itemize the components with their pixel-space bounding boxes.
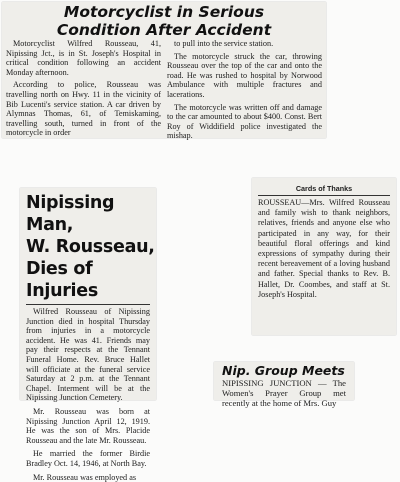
headline-line: Nip. Group Meets (222, 363, 345, 378)
paragraph: The motorcycle struck the car, throwing Rousseau over the top of the car and onto the road. He was rushed to hospital by Norwood Ambulance with multiple fractures and lacerations. (167, 52, 322, 100)
paragraph: Motorcyclist Wilfred Rousseau, 41, Nipissing Jct., is in St. Joseph's Hospital in critical condition following an accident Monday afternoon. (6, 39, 161, 77)
paragraph: Mr. Rousseau was born at Nipissing Junction April 12, 1919. He was the son of Mrs. Placide Rousseau and the late Mr. Rousseau. (20, 407, 156, 445)
cards-of-thanks-notice (252, 178, 396, 335)
section-header: Cards of Thanks (252, 178, 396, 193)
headline-line: Motorcyclist in Serious (64, 3, 264, 21)
headline-line: Dies of Injuries (26, 259, 98, 301)
divider (258, 195, 390, 196)
headline-line: Nipissing Man, (26, 193, 114, 235)
paragraph: ROUSSEAU—Mrs. Wilfred Rousseau and family wish to thank neighbors, relatives, friends and anyone else who participated in any way, for their beautiful floral offerings and kind expressions of sympathy during their recent bereavement of a loving husband and father. Special thanks to Rev. B. Hallet, Dr. Coombes, and staff at St. Joseph's Hospital. (252, 198, 396, 300)
article-obituary-rousseau (20, 188, 156, 400)
paragraph: Mr. Rousseau was employed as (20, 473, 156, 482)
paragraph: NIPISSING JUNCTION — The Women's Prayer Group met recently at the home of Mrs. Guy (214, 378, 354, 408)
paragraph: to pull into the service station. (167, 39, 322, 49)
headline-line: W. Rousseau, (26, 237, 155, 257)
article-column-right (167, 39, 322, 144)
article-column-left (6, 39, 161, 144)
headline (20, 188, 156, 302)
paragraph: The motorcycle was written off and damage to the car amounted to about $400. Const. Bert Roy of Widdifield police investigated the mishap. (167, 103, 322, 141)
paragraph: He married the former Birdie Bradley Oct. 14, 1946, at North Bay. (20, 449, 156, 468)
article-columns (2, 39, 326, 144)
divider (26, 304, 150, 305)
article-nip-group-meets (214, 362, 354, 400)
headline (214, 362, 354, 378)
paragraph: Wilfred Rousseau of Nipissing Junction died in hospital Thursday from injuries in a motorcycle accident. He was 41. Friends may pay their respects at the Tennant Funeral Home. Rev. Bruce Hallet will officiate at the funeral service Saturday at 2 p.m. at the Tennant Chapel. Interment will be at the Nipissing Junction Cemetery. (20, 307, 156, 403)
article-motorcyclist-accident (2, 2, 326, 138)
headline-line: Condition After Accident (57, 21, 271, 39)
headline (2, 2, 326, 39)
paragraph: According to police, Rousseau was travelling north on Hwy. 11 in the vicinity of Bib Lucenti's service station. A car driven by Alymnas Thomas, 61, of Temiskaming, travelling south, turned in front of the motorcycle in order (6, 80, 161, 138)
